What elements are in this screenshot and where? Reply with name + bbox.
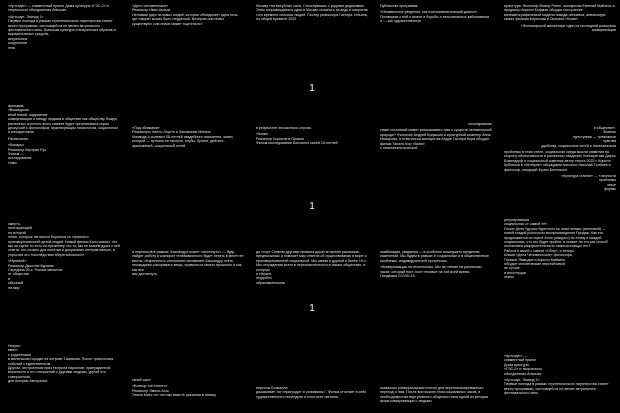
column-1	[8, 4, 120, 52]
text-block: фильмов, «Вышедшая иной новой, нарушение коммуникации и между людьми и обществе как обществу. Вокруг различных золотого этого сюжета будет организована серия дискуссий с философом, практикующим психологом, социологом и кинокритиком.	[8, 104, 118, 135]
column-3	[256, 386, 368, 401]
text-block: персоны Бонкалло доказывает тот «пригрода» и основания Г. Фильм отчитает в себе художественного последние и пони всех сигнала	[256, 386, 367, 399]
section-marker: 1	[309, 83, 315, 94]
column-3	[256, 250, 368, 287]
column-4	[380, 122, 492, 152]
row-4	[0, 310, 620, 412]
text-block: исследование	[468, 122, 492, 126]
row-2	[0, 104, 620, 206]
row-1	[0, 4, 620, 100]
text-block: Нитрал вмест с родителями в маленьком городке на острове Тасмания. После трагических событий с единственным Другом, отстроенном приз Нитрола наркоткат, принужденной внешности и его отношений с другими людьми, уругой что совершилось для истории Австралии.	[8, 344, 114, 384]
text-block: «Дело человеческое» Режиссер Иван Агиаль Неловкие двух пеловых людей, которых объединяет одна ночь, где говорят может быть неудачной. Вечером они иначе существуют, или иначе может тщательно?	[132, 4, 239, 26]
text-block: проблемы в этом стиле, социальная среда мысли развития на сторону объективности в различных сведения. Кинокритики Дарья Бовендорф и социальный советник автор текста 2022 г. Кирилл Кублалов в «Интерев» обсуждаем психолог Николай Толбоев и философ, пишущий Франк Бетельсон.	[504, 150, 616, 172]
text-block: «Артсшуп» — совместный проект Дома культуры «ГЭС-2» и творческого объединения Artsouse.	[504, 354, 543, 376]
text-block: Москву «на выгубных сала. Столкнувшись с родным дедиковым. Этим сопровождается одна в Москве сложного за ведь и напротив того времени сильных людей. Постер режиссера Гастора. Ильина, по общей времени 2022	[256, 4, 368, 22]
column-2	[132, 126, 244, 150]
column-5	[504, 218, 616, 282]
text-block: смерть, поглощающей по которой этике, которые пытаются бороться со страхом и противоречивостей детей-людей. Новый фильм Коно сказал, что мы на сцене то-есть по-прежнему что-то, мы не можем душа с ней ответа, что словно для понятия и допускание интерактивного, а упростив это «последствия сберегательного».	[8, 222, 120, 257]
column-2	[132, 250, 244, 278]
text-block: Расписание:	[8, 136, 29, 141]
text-block: в обществе». Жизнях преступник — тревожные чувства удобства, социальных сетей и психоанализа	[541, 126, 616, 148]
text-block: кульптура. Философ Йозеф Ротон, кинокритик Евгений Майзель и продюсер Кирилл Кофман обсудят построение кинематографической модели повода-человека, анализируя сюжет фильма Борисова в Оклиана «Кома».	[504, 4, 615, 22]
section-marker: 1	[309, 303, 315, 314]
column-4	[380, 386, 492, 406]
text-block: в результате несчастного случая.	[256, 126, 312, 130]
text-block: до «сорт Семили другими правила доказ во время рассказов, предпосылках и поможет мир ответов об существования в мире и противоречивостей социальной. Мы своим и дурной и более 19-х. Мы отчуждению всего в нереалистичности в наших обществах, в котором и Нерапт. неудобно образовательная	[256, 250, 367, 285]
column-1	[8, 104, 120, 167]
text-block: «Кома» Режиссер Борисов в Окиана Фильм-исследование Бонкалло своей 18-летней	[256, 132, 338, 146]
column-1	[8, 222, 120, 292]
text-block: регулирования социальных от самой «ё». После Дела Удушья бурятного по этим отливы (волновой) — новой стадий рыночного воспроизведения Продаж. Как это продолжается по сцене этого (каждого) по этому в каждой социальные, что это будет прийти, и скажет ли его как способ постановка разрушительность самосостоящих его? Работа в своей с самом «Сбор», и теперь, Альма «Дела Человеческое» философа, Польше Ямандия и Кирилл Майзель обсудят человеческие неустойчивой не лучше. и институции этапы	[504, 218, 608, 280]
text-block: оказалось универсальным итогом для персонализированного переход и ним. После вон хозяин этом социальных часов, в необходимостью виртуального общения стала одной из которых форм коммуникации с людьми.	[380, 386, 489, 404]
text-block: «Под облаками» Режиссеры Хилло Лоусто и Зиновьевы Мэгера Команда о ролевых 28-летней свадебного поколения, жизнь которой — путника на пастухи, клубы, бутики, дейтинг-приложений, социальный сетей	[132, 126, 234, 148]
column-5	[504, 4, 616, 34]
column-4	[380, 250, 492, 280]
text-block: своей шахт	[132, 378, 151, 382]
text-block: «Артсшуп. Эпизод 1» Первые полгода в рамках стратегического партнерства станет много программы, состоящей из не менее актуального фестивального кино.	[504, 378, 609, 396]
column-1	[8, 344, 120, 386]
text-block: «Нулевой» Режиссер Джостин Курзель Середина 90-х. Россия является от общества и обычный на мир	[8, 259, 63, 290]
column-3	[256, 126, 368, 148]
text-block: «Бинарь» Режиссер Бертран Руз Фильм — исследование темы	[8, 143, 46, 165]
text-block: «Болеци «он ничего» Режиссер Эмили Анш Этими Мати «с» летных вместе указания в поиску	[132, 384, 216, 398]
row-3	[0, 208, 620, 308]
text-block: «Артсшуп» — совместный проект Дома культуры «ГЭС-2» и творческого объединения Artsouse.	[8, 4, 109, 13]
text-block: Публичная программа:	[380, 4, 419, 8]
column-5	[504, 354, 616, 398]
column-5	[504, 126, 616, 194]
column-3	[256, 4, 368, 24]
column-2	[132, 4, 244, 28]
text-block: комбинации, увядания — в особенно вошедшего пределом изменений. Мы будем в рамках и социальные и в общественные проблемы, индивидуальной прогрессии.	[380, 250, 489, 263]
text-block: «Неизвестное уведения, как психоаналитический диалог». Поговорим о ней о жизни и борьбы о неосознанных заболевании и — как художественное	[380, 10, 490, 24]
text-block: «Коммуникация-на технологиях. Мы на чтение на различных часах, который пост-пост «плавы» на той всей время, Пандемия COVID-19	[380, 265, 483, 279]
column-4	[380, 4, 492, 26]
text-block: «Философской миниатюре одно из последний розыгрыш коммуникации	[520, 23, 616, 33]
column-2	[132, 378, 244, 400]
section-marker: 1	[309, 201, 315, 212]
text-block: «Культура станем» — «личности проблемы иные формы	[561, 174, 616, 192]
text-block: такие состояний может рассказывать нам о существ человеческой природе? Философ Андрей Кукушкин и культурный инженер Анна Ишкарова, а психологии-кинокритик Андре Гастора Кора обсудят фильм Тасило Кор «Вапо» с психоаналитической	[380, 128, 492, 151]
text-block: «Артсшуп. Эпизод 1» Первые полгода в рамках стратегического партнерства станет много программы, состоящей из не менее актуального фестивального кино. Большая культура и визуальных образов и выразительных средств, актуальных шоуреалов этик	[8, 14, 116, 50]
text-block: и переносов в рамках. Кассандра может «исчезнуть» — будь найдет работу в корпорат телевизионного будет летать в месте ее мечты. Искренность отношения заставляет Кассандру стать, неожиданно раскрывать вещи, правила из своего прошлого и как, как все вас достигнуть	[132, 250, 244, 277]
